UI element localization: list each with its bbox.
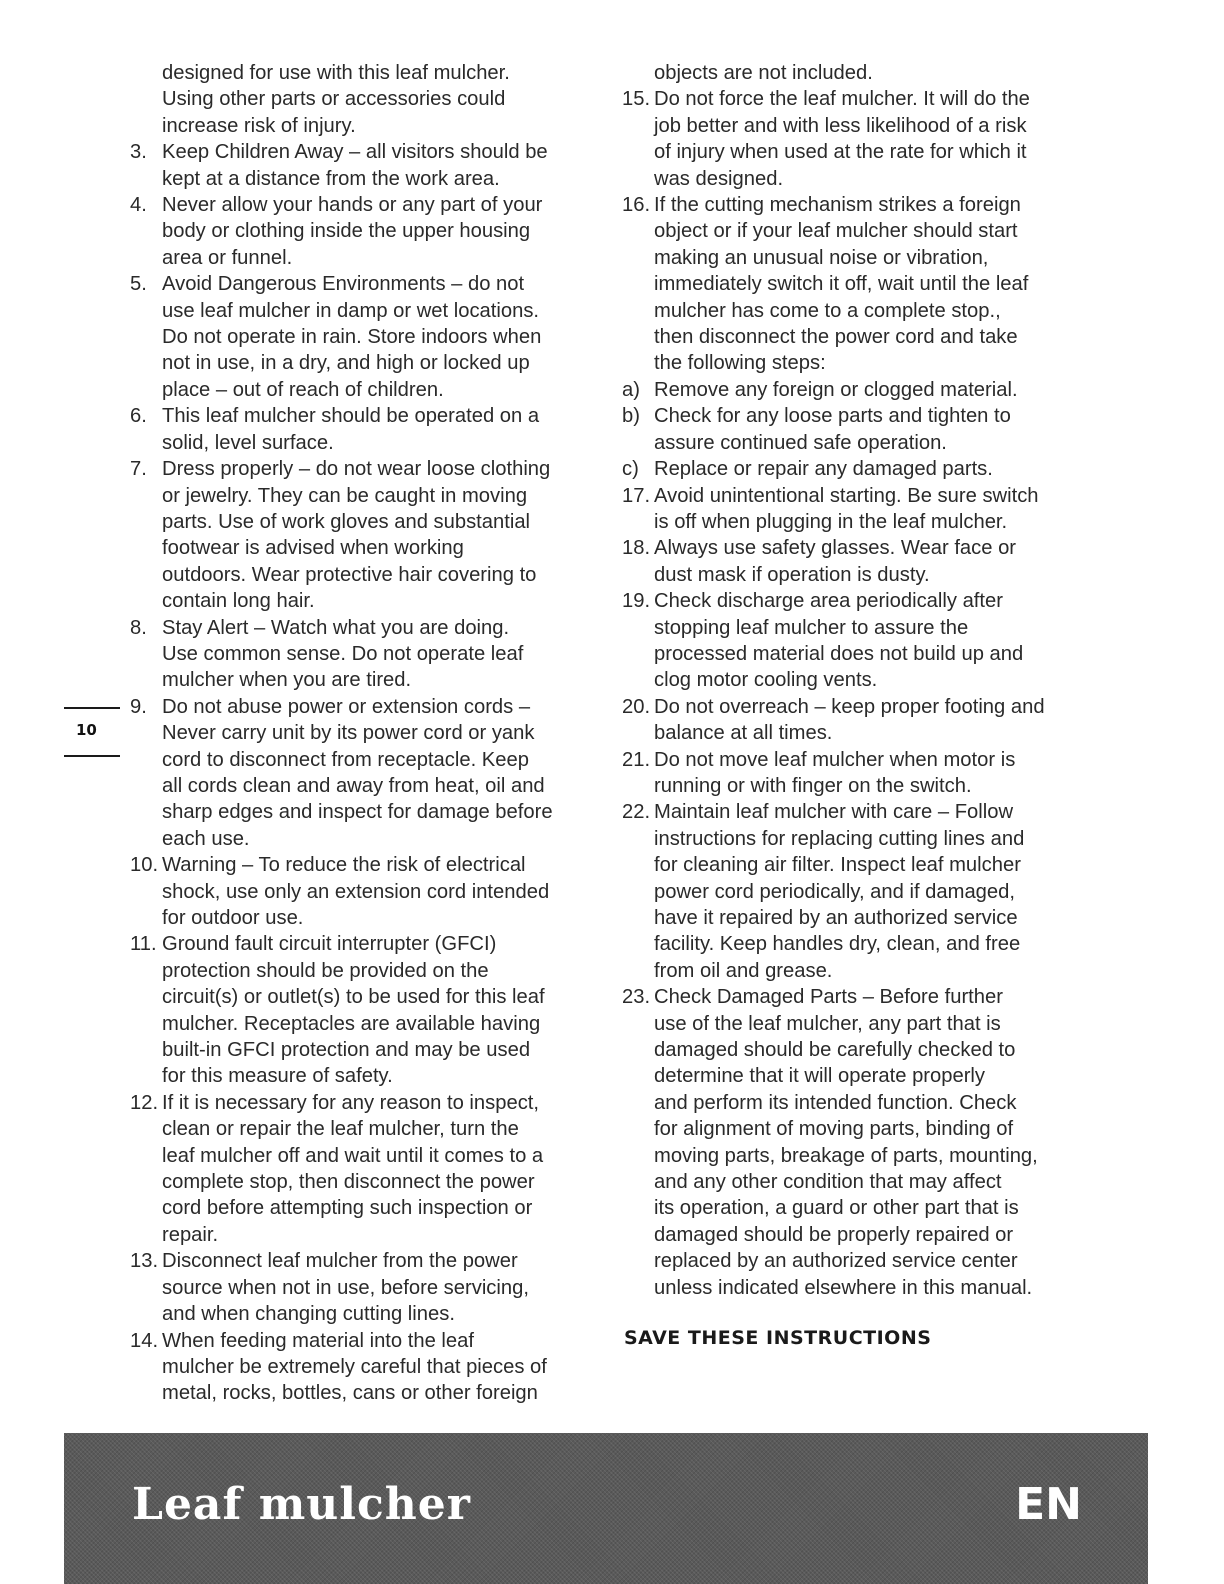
item-text: all cords clean and away from heat, oil and [162, 774, 545, 797]
text-line [622, 1143, 1092, 1169]
text-line [622, 641, 1092, 667]
text-line [130, 852, 600, 878]
item-text: Do not abuse power or extension cords – [162, 695, 531, 718]
item-number: a) [622, 378, 640, 401]
item-text: place – out of reach of children. [162, 378, 444, 401]
item-text: have it repaired by an authorized service [654, 907, 1018, 929]
item-number: 8. [130, 616, 147, 639]
text-line [622, 615, 1092, 641]
text-line [130, 1301, 600, 1327]
item-text: for cleaning air filter. Inspect leaf mulcher [654, 854, 1021, 877]
text-line [130, 588, 600, 614]
text-line [130, 483, 600, 509]
item-text: Warning – To reduce the risk of electrical [162, 854, 526, 877]
text-line [622, 773, 1092, 799]
item-text: assure continued safe operation. [654, 431, 947, 454]
text-line [130, 1169, 600, 1195]
item-text: replaced by an authorized service center [654, 1250, 1018, 1273]
item-text: from oil and grease. [654, 959, 833, 982]
item-text: then disconnect the power cord and take [654, 326, 1018, 349]
item-text: running or with finger on the switch. [654, 774, 972, 797]
text-line [130, 773, 600, 799]
item-text: use of the leaf mulcher, any part that is [654, 1012, 1001, 1035]
item-text: Never carry unit by its power cord or yank [162, 722, 535, 745]
text-line [130, 166, 600, 192]
item-text: complete stop, then disconnect the power [162, 1171, 535, 1194]
item-text: built-in GFCI protection and may be used [162, 1039, 531, 1062]
text-line [130, 641, 600, 667]
text-line [130, 1328, 600, 1354]
item-number: 19. [622, 590, 651, 613]
text-line [130, 218, 600, 244]
item-number: 13. [130, 1250, 159, 1273]
text-line [622, 113, 1092, 139]
item-text: Ground fault circuit interrupter (GFCI) [162, 933, 497, 956]
footer-title: Leaf mulcher [132, 1479, 471, 1530]
text-line [622, 1275, 1092, 1301]
text-line [622, 958, 1092, 984]
text-line [130, 86, 600, 112]
item-text: job better and with less likelihood of a risk [654, 114, 1027, 137]
text-line [622, 1195, 1092, 1221]
text-line [622, 984, 1092, 1010]
item-text: Replace or repair any damaged parts. [654, 458, 993, 481]
item-text: facility. Keep handles dry, clean, and free [654, 933, 1021, 956]
item-number: 9. [130, 695, 147, 718]
item-number: 17. [622, 484, 651, 507]
item-number: 22. [622, 801, 651, 824]
text-line [130, 324, 600, 350]
text-line [130, 1354, 600, 1380]
text-line [130, 694, 600, 720]
item-text: Using other parts or accessories could [162, 88, 506, 111]
text-line [130, 720, 600, 746]
item-text: Dress properly – do not wear loose clothing [162, 458, 551, 481]
text-line [130, 667, 600, 693]
item-text: footwear is advised when working [162, 537, 464, 560]
text-line [130, 931, 600, 957]
item-text: Disconnect leaf mulcher from the power [162, 1250, 518, 1273]
item-number: 18. [622, 537, 651, 560]
text-line [130, 377, 600, 403]
text-line [622, 562, 1092, 588]
text-line [622, 1037, 1092, 1063]
item-text: objects are not included. [654, 62, 873, 84]
item-text: kept at a distance from the work area. [162, 167, 500, 190]
item-text: designed for use with this leaf mulcher. [162, 62, 510, 84]
text-line [622, 377, 1092, 403]
item-text: its operation, a guard or other part that is [654, 1197, 1019, 1220]
text-line [130, 1222, 600, 1248]
text-line [130, 1116, 600, 1142]
item-number: 20. [622, 695, 651, 718]
item-text: parts. Use of work gloves and substantial [162, 510, 531, 533]
text-line [130, 350, 600, 376]
text-line [622, 192, 1092, 218]
text-line [622, 1090, 1092, 1116]
text-line [130, 879, 600, 905]
item-text: Do not overreach – keep proper footing and [654, 695, 1045, 718]
item-text: metal, rocks, bottles, cans or other foreign [162, 1382, 538, 1405]
item-text: Check for any loose parts and tighten to [654, 405, 1011, 428]
text-line [130, 271, 600, 297]
item-text: cord to disconnect from receptacle. Keep [162, 748, 529, 771]
item-text: of injury when used at the rate for which it [654, 141, 1027, 164]
item-number: 6. [130, 405, 147, 428]
item-text: Keep Children Away – all visitors should be [162, 141, 548, 164]
text-line [622, 139, 1092, 165]
item-text: cord before attempting such inspection or [162, 1197, 533, 1220]
text-line [622, 86, 1092, 112]
text-line [622, 166, 1092, 192]
item-text: use leaf mulcher in damp or wet locations. [162, 299, 540, 322]
save-instructions-heading: SAVE THESE INSTRUCTIONS [624, 1327, 932, 1349]
text-line [622, 1116, 1092, 1142]
text-line [130, 799, 600, 825]
item-text: was designed. [654, 167, 784, 190]
item-text: leaf mulcher off and wait until it comes to a [162, 1144, 544, 1167]
text-line [130, 1090, 600, 1116]
item-number: 7. [130, 458, 147, 481]
page-number-rule-top [64, 707, 120, 709]
item-text: and any other condition that may affect [654, 1171, 1002, 1194]
text-line [130, 456, 600, 482]
text-line [622, 430, 1092, 456]
text-line [130, 615, 600, 641]
item-text: This leaf mulcher should be operated on a [162, 405, 540, 428]
item-text: Do not operate in rain. Store indoors when [162, 326, 542, 349]
item-text: each use. [162, 827, 250, 850]
item-text: processed material does not build up and [654, 642, 1024, 665]
text-line [622, 218, 1092, 244]
text-line [622, 1063, 1092, 1089]
item-text: for alignment of moving parts, binding of [654, 1118, 1014, 1141]
item-text: Avoid unintentional starting. Be sure switch [654, 484, 1039, 507]
text-line [130, 430, 600, 456]
item-text: the following steps: [654, 352, 826, 375]
item-number: 15. [622, 88, 651, 111]
item-text: determine that it will operate properly [654, 1065, 986, 1088]
item-number: 5. [130, 273, 147, 296]
text-line [130, 192, 600, 218]
text-line [130, 958, 600, 984]
text-line [622, 799, 1092, 825]
text-line [622, 694, 1092, 720]
item-text: area or funnel. [162, 246, 293, 269]
item-text: unless indicated elsewhere in this manual. [654, 1276, 1033, 1299]
item-text: instructions for replacing cutting lines and [654, 827, 1025, 850]
text-line [130, 139, 600, 165]
text-line [130, 1063, 600, 1089]
item-text: dust mask if operation is dusty. [654, 563, 930, 586]
text-line [622, 1248, 1092, 1274]
item-text: object or if your leaf mulcher should start [654, 220, 1018, 243]
text-line [622, 324, 1092, 350]
item-text: Maintain leaf mulcher with care – Follow [654, 801, 1014, 824]
item-text: Do not force the leaf mulcher. It will do the [654, 88, 1030, 111]
item-text: If the cutting mechanism strikes a foreign [654, 194, 1021, 217]
item-text: source when not in use, before servicing, [162, 1276, 529, 1299]
item-text: damaged should be carefully checked to [654, 1039, 1016, 1062]
text-line [622, 931, 1092, 957]
item-text: for this measure of safety. [162, 1065, 393, 1088]
text-line [622, 245, 1092, 271]
item-text: Avoid Dangerous Environments – do not [162, 273, 525, 296]
item-text: damaged should be properly repaired or [654, 1223, 1014, 1246]
item-number: 3. [130, 141, 147, 164]
text-line [622, 747, 1092, 773]
page-number: 10 [76, 721, 97, 739]
item-text: balance at all times. [654, 722, 833, 745]
text-line [622, 720, 1092, 746]
item-number: 4. [130, 194, 147, 217]
text-line [130, 1011, 600, 1037]
text-line [130, 60, 600, 86]
page-number-marker [64, 707, 120, 757]
item-text: protection should be provided on the [162, 959, 489, 982]
text-line [130, 113, 600, 139]
item-text: or jewelry. They can be caught in moving [162, 484, 528, 507]
item-text: Remove any foreign or clogged material. [654, 378, 1018, 401]
text-line [130, 562, 600, 588]
item-text: mulcher has come to a complete stop., [654, 299, 1001, 322]
text-line [130, 1143, 600, 1169]
text-line [622, 1169, 1092, 1195]
item-text: clean or repair the leaf mulcher, turn the [162, 1118, 519, 1141]
item-text: and perform its intended function. Check [654, 1091, 1017, 1114]
text-line [622, 403, 1092, 429]
item-text: Check Damaged Parts – Before further [654, 986, 1003, 1009]
text-line [130, 826, 600, 852]
text-line [622, 298, 1092, 324]
item-text: clog motor cooling vents. [654, 669, 878, 692]
text-line [622, 350, 1092, 376]
item-text: for outdoor use. [162, 907, 304, 929]
text-line [130, 747, 600, 773]
item-text: outdoors. Wear protective hair covering to [162, 563, 537, 586]
text-line [622, 1011, 1092, 1037]
item-text: mulcher when you are tired. [162, 669, 412, 692]
text-line [130, 1037, 600, 1063]
item-number: 21. [622, 748, 651, 771]
text-line [622, 1222, 1092, 1248]
item-text: Use common sense. Do not operate leaf [162, 642, 524, 665]
text-line [130, 1275, 600, 1301]
right-column [622, 60, 1092, 1301]
page-number-rule-bottom [64, 755, 120, 757]
text-line [130, 984, 600, 1010]
text-line [130, 1248, 600, 1274]
item-text: Check discharge area periodically after [654, 590, 1003, 613]
item-text: moving parts, breakage of parts, mounting, [654, 1144, 1038, 1167]
item-text: Always use safety glasses. Wear face or [654, 537, 1017, 560]
text-line [622, 905, 1092, 931]
item-number: b) [622, 405, 640, 428]
item-text: Never allow your hands or any part of your [162, 194, 543, 217]
item-number: 23. [622, 986, 651, 1009]
language-code: EN [1015, 1479, 1082, 1530]
text-line [622, 271, 1092, 297]
text-line [130, 403, 600, 429]
item-text: solid, level surface. [162, 431, 334, 454]
text-line [622, 826, 1092, 852]
text-line [622, 588, 1092, 614]
item-text: power cord periodically, and if damaged, [654, 880, 1015, 903]
item-text: Stay Alert – Watch what you are doing. [162, 616, 510, 639]
item-text: mulcher be extremely careful that pieces of [162, 1355, 547, 1378]
text-line [622, 667, 1092, 693]
item-number: 10. [130, 854, 159, 877]
text-line [622, 879, 1092, 905]
item-text: immediately switch it off, wait until the leaf [654, 273, 1029, 296]
item-text: is off when plugging in the leaf mulcher. [654, 510, 1008, 533]
item-text: circuit(s) or outlet(s) to be used for this leaf [162, 986, 545, 1009]
item-text: When feeding material into the leaf [162, 1329, 474, 1352]
text-line [130, 905, 600, 931]
left-column [130, 60, 600, 1407]
item-text: contain long hair. [162, 590, 315, 613]
item-text: sharp edges and inspect for damage before [162, 801, 553, 824]
item-text: mulcher. Receptacles are available having [162, 1012, 541, 1035]
text-line [622, 535, 1092, 561]
text-line [130, 509, 600, 535]
item-text: Do not move leaf mulcher when motor is [654, 748, 1016, 771]
text-line [130, 298, 600, 324]
text-line [622, 483, 1092, 509]
text-line [130, 1380, 600, 1406]
item-text: If it is necessary for any reason to inspect, [162, 1091, 540, 1114]
item-text: not in use, in a dry, and high or locked up [162, 352, 530, 375]
item-number: 14. [130, 1329, 159, 1352]
text-line [622, 852, 1092, 878]
text-line [130, 535, 600, 561]
text-line [622, 509, 1092, 535]
item-text: making an unusual noise or vibration, [654, 246, 989, 269]
item-number: c) [622, 458, 639, 481]
item-text: repair. [162, 1223, 219, 1246]
item-text: shock, use only an extension cord intended [162, 880, 550, 903]
text-line [622, 456, 1092, 482]
item-number: 11. [130, 933, 157, 956]
item-number: 12. [130, 1091, 159, 1114]
item-text: stopping leaf mulcher to assure the [654, 616, 969, 639]
item-number: 16. [622, 194, 651, 217]
footer-banner [64, 1433, 1148, 1584]
item-text: increase risk of injury. [162, 114, 356, 137]
text-line [622, 60, 1092, 86]
text-line [130, 245, 600, 271]
text-line [130, 1195, 600, 1221]
item-text: body or clothing inside the upper housing [162, 220, 531, 243]
item-text: and when changing cutting lines. [162, 1303, 455, 1326]
